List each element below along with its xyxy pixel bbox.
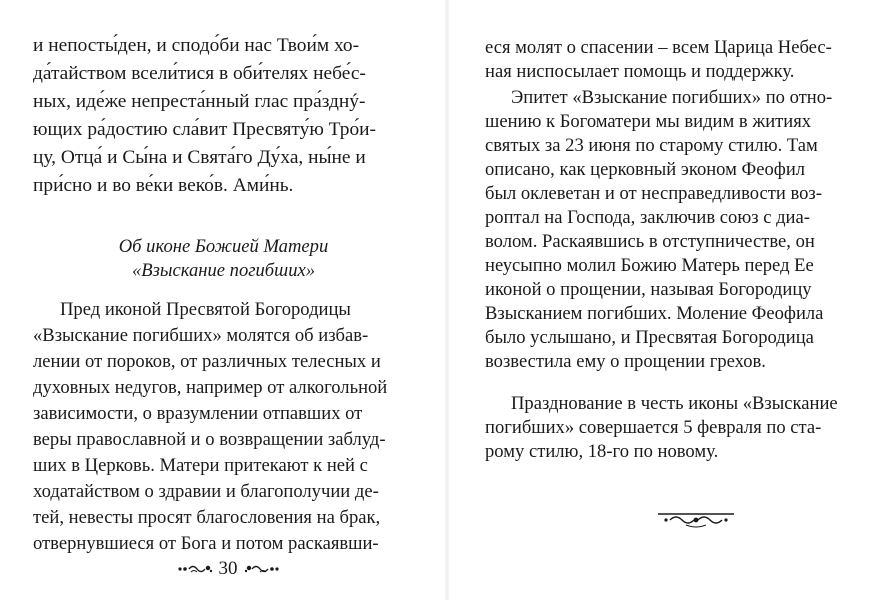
page-number: 30 [218,558,238,579]
fleuron-left-icon [177,563,213,575]
body-line: духовных недугов, например от алкогольной [33,377,388,398]
body-line: шению к Богоматери мы видим в житиях [485,111,812,132]
body-line: святых за 23 июня по старому стилю. Там [485,135,818,156]
body-line: ная ниспосылает помощь и поддержку. [485,61,795,82]
body-line: иконой о прощении, называя Богородицу [485,279,812,300]
body-line: погибших» совершается 5 февраля по ста- [485,417,822,438]
body-line: лении от пороков, от различных телесных и [33,351,381,372]
body-line: зависимости, о вразумлении отпавших от [33,403,363,424]
prayer-line: при́сно и во ве́ки веко́в. Ами́нь. [33,175,294,196]
body-line: описано, как церковный эконом Феофил [485,159,806,180]
body-line: ших в Церковь. Матери притекают к ней с [33,455,368,476]
body-line: веры православной и о возвращении заблуд- [33,429,386,450]
body-line: еся молят о спасении – всем Царица Небес- [485,37,832,58]
body-line: «Взыскание погибших» молятся об избав- [33,325,369,346]
section-heading-line1: Об иконе Божией Матери [118,236,329,257]
body-line: роптал на Господа, заключив союз с диа- [485,207,810,228]
body-line: возвестила ему о прощении грехов. [485,351,766,372]
body-line: волом. Раскаявшись в отступничестве, он [485,231,815,252]
prayer-line: и непосты́ден, и сподо́би нас Твои́м хо- [33,35,360,56]
prayer-line: да́тайством всели́тися в оби́телях небе́с- [33,63,366,84]
body-line: было услышано, и Пресвятая Богородица [485,327,814,348]
body-line: Взысканием погибших. Моление Феофила [485,303,824,324]
body-line: был оклеветан и от несправедливости воз- [485,183,822,204]
body-line: Пред иконой Пресвятой Богородицы [60,299,351,320]
page-footer [163,556,293,582]
fleuron-right-icon [244,563,280,575]
body-line: Празднование в честь иконы «Взыскание [511,393,838,414]
section-heading-line2: «Взыскание погибших» [131,260,316,281]
body-line: ходатайством о здравии и благополучии де- [33,481,379,502]
end-ornament-icon [656,510,736,530]
body-line: тей, невесты просят благословения на брак, [33,507,381,528]
body-line: рому стилю, 18-го по новому. [485,441,719,462]
prayer-line: ющих ра́достию сла́вит Пресвяту́ю Тро́и- [33,119,377,140]
right-page [447,0,894,600]
body-line: Эпитет «Взыскание погибших» по отно- [511,87,833,108]
body-line: неусыпно молил Божию Матерь перед Ее [485,255,814,276]
body-line: отвернувшиеся от Бога и потом раскаявши- [33,533,379,554]
prayer-line: цу, Отца́ и Сы́на и Свята́го Ду́ха, ны́не и [33,147,366,168]
prayer-line: ных, иде́же непреста́нный глас пра́зднý- [33,91,366,112]
